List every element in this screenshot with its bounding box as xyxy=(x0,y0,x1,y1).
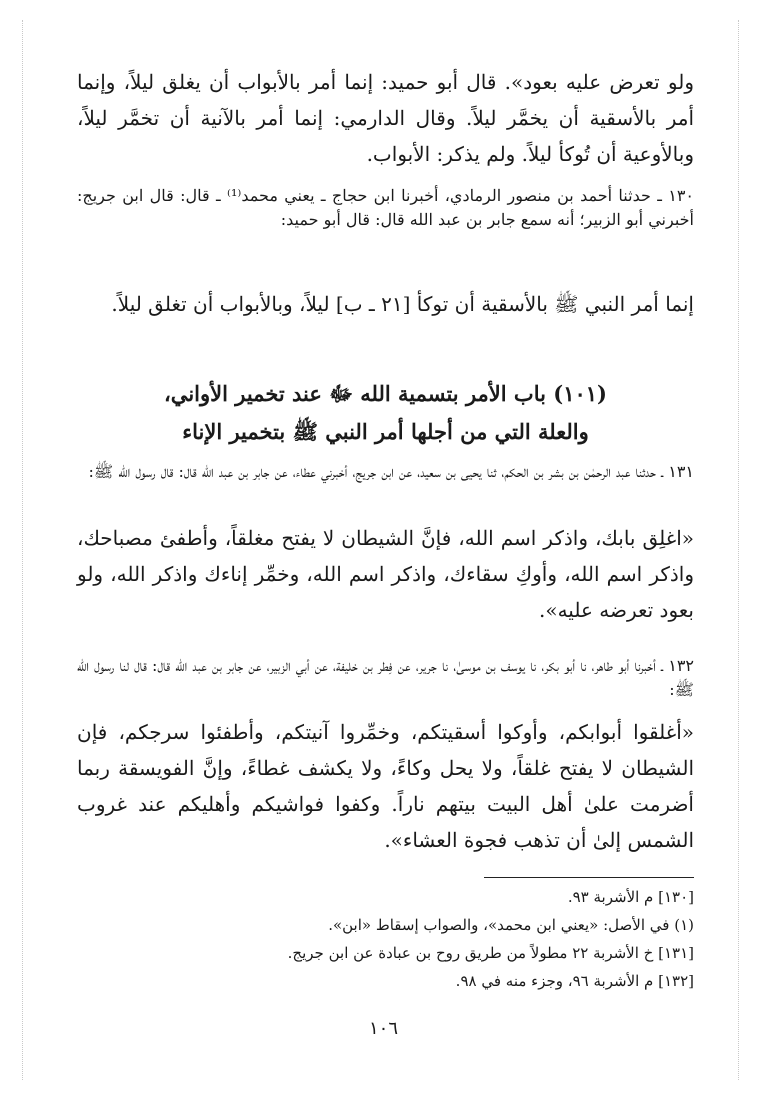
scan-edge-dotted-line-right xyxy=(738,20,739,1080)
chapter-heading-line-1: (١٠١) باب الأمر بتسمية الله ﷻ عند تخمير الأواني، xyxy=(164,381,607,406)
footnote-131: [١٣١] خ الأشربة ٢٢ مطولاً من طريق روح بن عبادة عن ابن جريج. xyxy=(287,944,694,962)
top-paragraph: ولو تعرض عليه بعود». قال أبو حميد: إنما أمر بالأبواب أن يغلق ليلاً، وإنما أمر بالأسقية أن يخمَّر ليلاً. وقال الدارمي: إنما أمر بالآنية أن تخمَّر ليلاً، وبالأوعية أن تُوكأ ليلاً. ولم يذكر: الأبواب. xyxy=(77,70,694,166)
footnote-130: [١٣٠] م الأشربة ٩٣. xyxy=(567,888,694,906)
hadith-131-matn: «اغلِق بابك، واذكر اسم الله، فإنَّ الشيطان لا يفتح مغلقاً، وأطفئ مصباحك، واذكر اسم الله، وأوكِ سقاءك، واذكر اسم الله، وخمِّر إناءك واذكر الله، ولو بعود تعرضه عليه». xyxy=(77,526,694,622)
hadith-131-isnad: ١٣١ ـ حدثنا عبد الرحمٰن بن بشر بن الحكم، ثنا يحيى بن سعيد، عن ابن جريج، أخبرني عطاء، عن جابر بن عبد الله قال: قال رسول الله ﷺ: xyxy=(88,462,694,481)
hadith-130-matn: إنما أمر النبي ﷺ بالأسقية أن توكأ [٢١ ـ ب] ليلاً، وبالأبواب أن تغلق ليلاً. xyxy=(111,292,694,316)
footnote-1: (١) في الأصل: «يعني ابن محمد»، والصواب إسقاط «ابن». xyxy=(328,916,694,934)
scan-edge-dotted-line-left xyxy=(22,20,23,1080)
footnote-separator-rule xyxy=(484,877,694,878)
hadith-130-isnad: ١٣٠ ـ حدثنا أحمد بن منصور الرمادي، أخبرنا ابن حجاج ـ يعني محمد⁽¹⁾ ـ قال: قال ابن جريج: أخبرني أبو الزبير؛ أنه سمع جابر بن عبد الله قال: قال أبو حميد: xyxy=(77,186,695,229)
hadith-132-isnad: ١٣٢ ـ أخبرنا أبو طاهر، نا أبو بكر، نا يوسف بن موسىٰ، نا جرير، عن فِطر بن خليفة، عن أبي الزبير، عن جابر بن عبد الله قال: قال لنا رسول الله ﷺ: xyxy=(77,656,694,699)
chapter-heading-line-2: والعلة التي من أجلها أمر النبي ﷺ بتخمير الإناء xyxy=(182,419,589,444)
page-number: ١٠٦ xyxy=(368,1018,398,1039)
hadith-132-matn: «أغلقوا أبوابكم، وأوكوا أسقيتكم، وخمِّروا آنيتكم، وأطفئوا سرجكم، فإن الشيطان لا يفتح غلقاً، ولا يحل وكاءً، ولا يكشف غطاءً، وإنَّ الفويسقة ربما أضرمت علىٰ أهل البيت بيتهم ناراً. وكفوا فواشيكم وأهليكم عند غروب الشمس إلىٰ أن تذهب فجوة العشاء». xyxy=(77,720,694,852)
footnote-132: [١٣٢] م الأشربة ٩٦، وجزء منه في ٩٨. xyxy=(455,972,694,990)
